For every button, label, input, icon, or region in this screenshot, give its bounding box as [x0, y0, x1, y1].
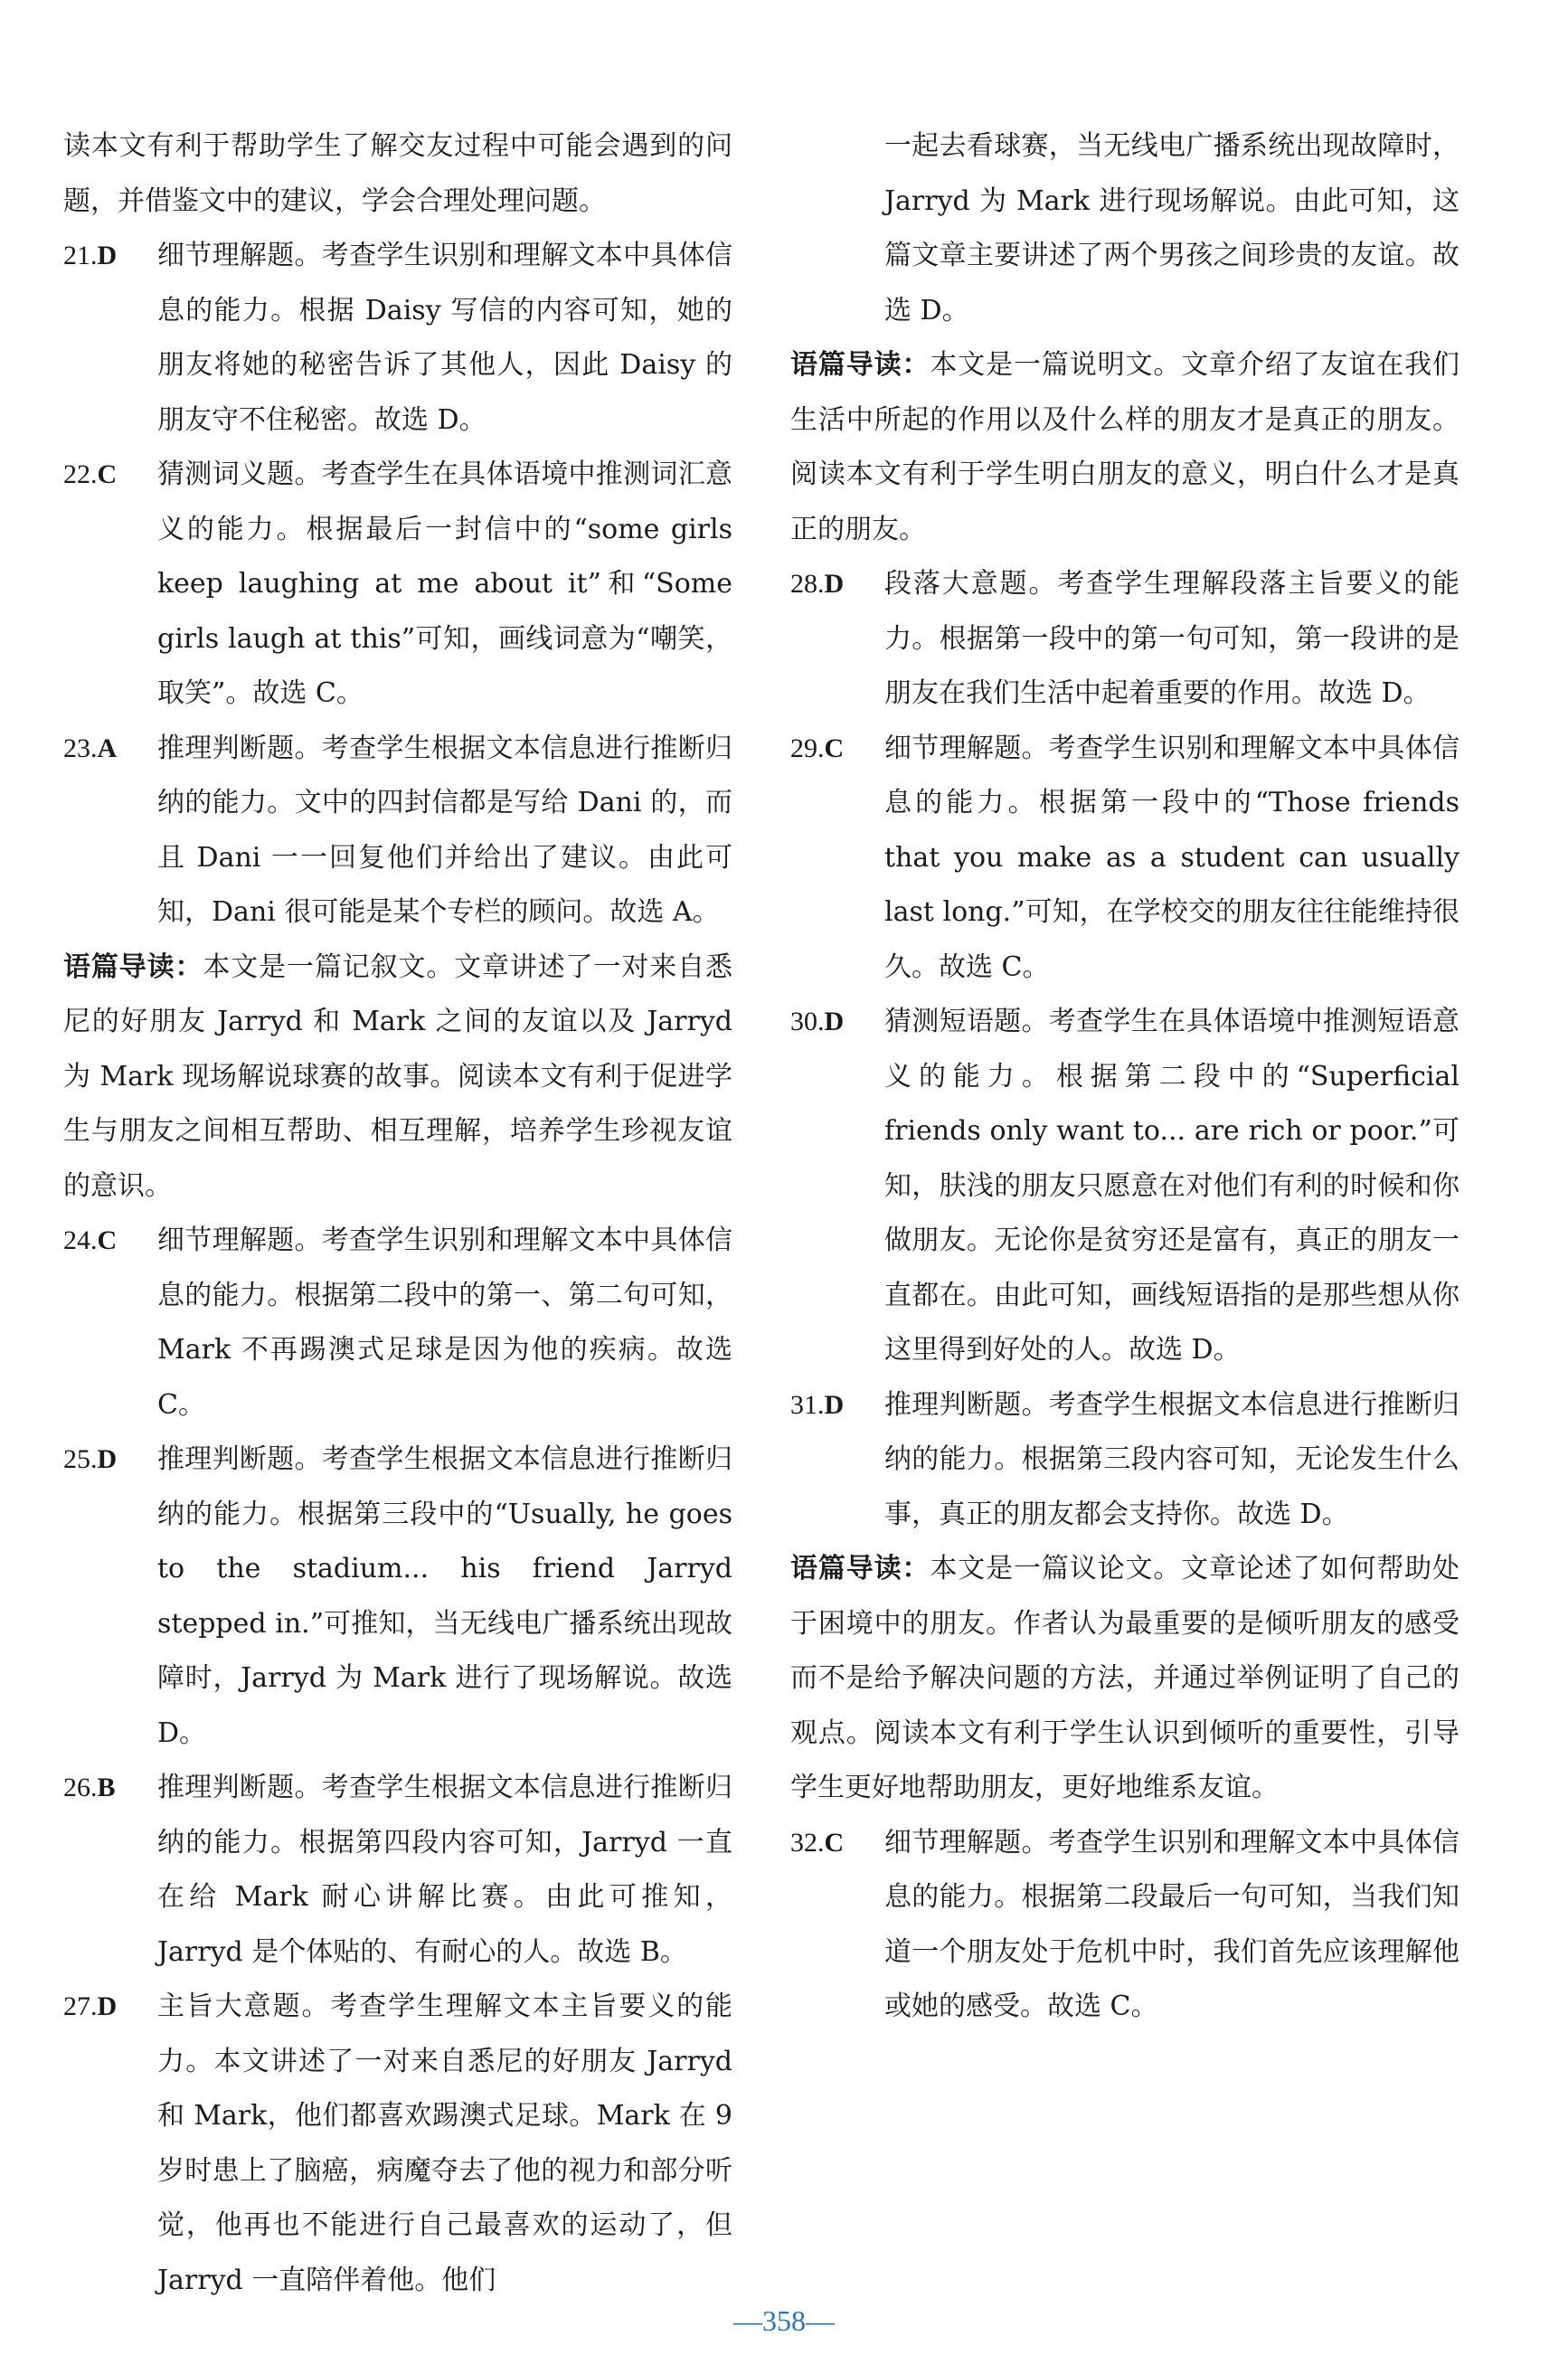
answer-letter: D [97, 1444, 118, 1474]
explanation: 主旨大意题。考查学生理解文本主旨要义的能力。本文讲述了一对来自悉尼的好朋友 Jarryd 和 Mark，他们都喜欢踢澳式足球。Mark 在 9 岁时患上了脑癌，病魔夺去了他的视力和部分听觉，他再也不能进行自己最喜欢的运动了，但 Jarryd 一直陪伴着他。他们 [157, 1991, 732, 2296]
page-number: —358— [733, 2304, 835, 2337]
guide-text: 本文是一篇说明文。文章介绍了友谊在我们生活中所起的作用以及什么样的朋友才是真正的朋友。阅读本文有利于学生明白朋友的意义，明白什么才是真正的朋友。 [790, 349, 1460, 545]
answer-item [790, 722, 1459, 996]
explanation: 细节理解题。考查学生识别和理解文本中具体信息的能力。根据第二段最后一句可知，当我们知道一个朋友处于危机中时，我们首先应该理解他或她的感受。故选 C。 [884, 1826, 1459, 2022]
answer-letter: A [97, 733, 118, 763]
answer-letter: D [824, 569, 845, 599]
guide-label: 语篇导读： [63, 951, 203, 983]
explanation: 猜测词义题。考查学生在具体语境中推测词汇意义的能力。根据最后一封信中的“some girls keep laughing at me about it”和“Some girls laugh at this”可知，画线词意为“嘲笑，取笑”。故选 C。 [157, 459, 732, 709]
item27-continuation: 一起去看球赛，当无线电广播系统出现故障时，Jarryd 为 Mark 进行现场解说。由此可知，这篇文章主要讲述了两个男孩之间珍贵的友谊。故选 D。 [884, 130, 1459, 326]
passage-guide [63, 941, 732, 1215]
answer-item [790, 995, 1459, 1378]
question-number: 23. [63, 733, 98, 763]
explanation: 段落大意题。考查学生理解段落主旨要义的能力。根据第一段中的第一句可知，第一段讲的是朋友在我们生活中起着重要的作用。故选 D。 [884, 568, 1459, 709]
explanation: 推理判断题。考查学生根据文本信息进行推断归纳的能力。根据第四段内容可知，Jarryd 一直在给 Mark 耐心讲解比赛。由此可推知，Jarryd 是个体贴的、有耐心的人。故选 B。 [157, 1772, 732, 1968]
answer-letter: C [824, 733, 845, 763]
guide-text: 本文是一篇记叙文。文章讲述了一对来自悉尼的好朋友 Jarryd 和 Mark 之间的友谊以及 Jarryd 为 Mark 现场解说球赛的故事。阅读本文有利于促进学生与朋友之间相互帮助、相互理解，培养学生珍视友谊的意识。 [63, 951, 733, 1202]
answer-item [63, 1433, 732, 1761]
answer-letter: D [97, 1991, 118, 2021]
answer-item [63, 1214, 732, 1433]
question-number: 26. [63, 1773, 98, 1802]
left-column [63, 119, 732, 2308]
answer-letter: D [824, 1389, 845, 1420]
guide-label: 语篇导读： [790, 349, 930, 381]
answer-item [63, 722, 732, 941]
question-number: 31. [790, 1389, 825, 1420]
question-number: 30. [790, 1007, 825, 1036]
question-number: 29. [790, 733, 825, 763]
guide-text: 本文是一篇议论文。文章论述了如何帮助处于困境中的朋友。作者认为最重要的是倾听朋友的感受而不是给予解决问题的方法，并通过举例证明了自己的观点。阅读本文有利于学生认识到倾听的重要性，引导学生更好地帮助朋友，更好地维系友谊。 [790, 1553, 1460, 1803]
question-number: 25. [63, 1444, 98, 1474]
explanation: 猜测短语题。考查学生在具体语境中推测短语意义的能力。根据第二段中的“Superficial friends only want to... are rich or poor.”可知，肤浅的朋友只愿意在对他们有利的时候和你做朋友。无论你是贫穷还是富有，真正的朋友一直都在。由此可知，画线短语指的是那些想从你这里得到好处的人。故选 D。 [884, 1006, 1459, 1366]
answer-item [790, 557, 1459, 722]
passage-guide [790, 1542, 1459, 1816]
question-number: 28. [790, 569, 825, 599]
answer-item [63, 229, 732, 448]
answer-letter: D [824, 1007, 845, 1036]
question-number: 27. [63, 1991, 98, 2021]
right-column [790, 119, 1459, 2035]
answer-item [790, 1816, 1459, 2035]
guide-label: 语篇导读： [790, 1553, 930, 1584]
explanation: 推理判断题。考查学生根据文本信息进行推断归纳的能力。文中的四封信都是写给 Dani 的，而且 Dani 一一回复他们并给出了建议。由此可知，Dani 很可能是某个专栏的顾问。故选 A。 [157, 732, 732, 928]
answer-item [63, 1761, 732, 1980]
passage-guide [790, 338, 1459, 557]
answer-item [790, 1378, 1459, 1543]
answer-letter: C [824, 1827, 845, 1858]
question-number: 21. [63, 241, 98, 270]
explanation: 细节理解题。考查学生识别和理解文本中具体信息的能力。根据第二段中的第一、第二句可知，Mark 不再踢澳式足球是因为他的疾病。故选 C。 [157, 1225, 732, 1421]
question-number: 32. [790, 1827, 825, 1858]
question-number: 22. [63, 459, 98, 489]
question-number: 24. [63, 1225, 98, 1255]
explanation: 细节理解题。考查学生识别和理解文本中具体信息的能力。根据第一段中的“Those friends that you make as a student can usually last long.”可知，在学校交的朋友往往能维持很久。故选 C。 [884, 732, 1459, 983]
answer-item [63, 1980, 732, 2308]
intro-continuation: 读本文有利于帮助学生了解交友过程中可能会遇到的问题，并借鉴文中的建议，学会合理处理问题。 [63, 130, 732, 217]
answer-letter: B [97, 1773, 116, 1802]
answer-item [63, 448, 732, 722]
explanation: 细节理解题。考查学生识别和理解文本中具体信息的能力。根据 Daisy 写信的内容可知，她的朋友将她的秘密告诉了其他人，因此 Daisy 的朋友守不住秘密。故选 D。 [157, 240, 732, 436]
answer-letter: D [97, 241, 118, 270]
answer-letter: C [97, 459, 118, 489]
explanation: 推理判断题。考查学生根据文本信息进行推断归纳的能力。根据第三段中的“Usually, he goes to the stadium... his friend Jarryd stepped in.”可推知，当无线电广播系统出现故障时，Jarryd 为 Mark 进行了现场解说。故选 D。 [157, 1443, 732, 1749]
answer-letter: C [97, 1225, 118, 1255]
explanation: 推理判断题。考查学生根据文本信息进行推断归纳的能力。根据第三段内容可知，无论发生什么事，真正的朋友都会支持你。故选 D。 [884, 1388, 1459, 1530]
